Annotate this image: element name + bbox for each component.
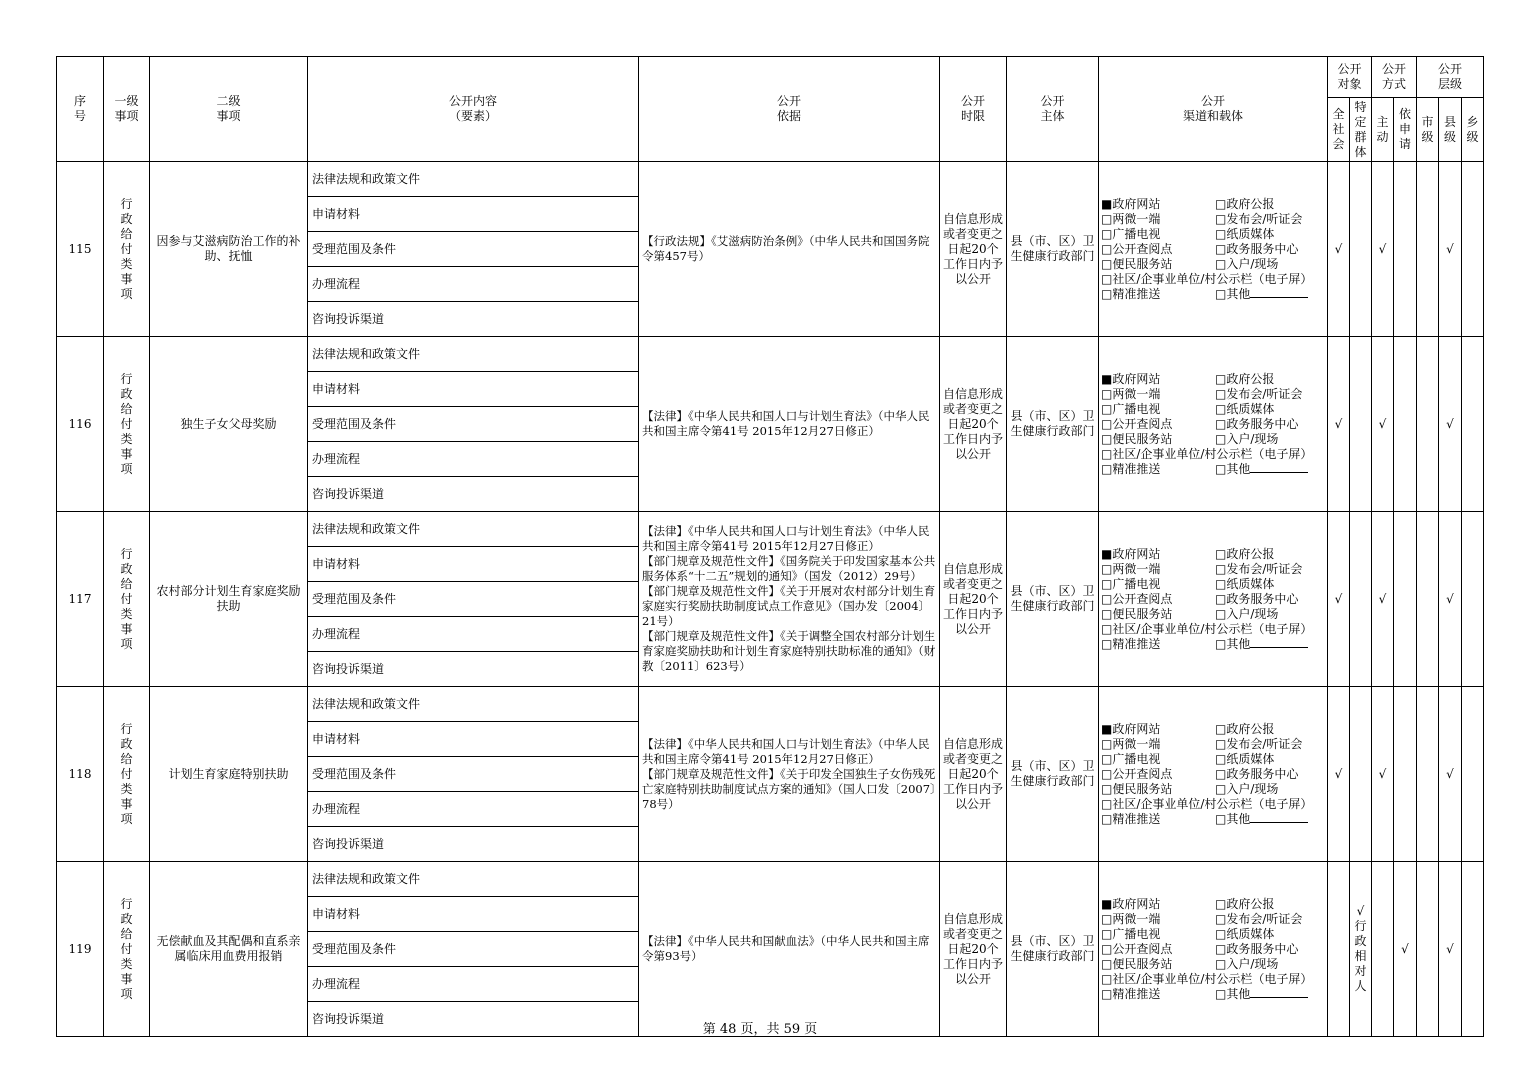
row-subject: 县（市、区）卫生健康行政部门 [1007,162,1099,337]
row-level2: 农村部分计划生育家庭奖励扶助 [150,512,308,687]
channel-gov-site: ■政府网站 [1101,371,1161,386]
check-mark: √ [1334,416,1343,431]
check-mark: √ [1446,941,1454,956]
row-township [1462,687,1484,862]
content-item: 受理范围及条件 [308,407,639,442]
row-basis [639,862,940,1037]
row-channels [1099,337,1328,512]
check-mark: √ [1378,591,1387,606]
row-level1 [104,162,150,337]
channel-community-board: □社区/企事业单位/村公示栏（电子屏） [1101,796,1313,811]
row-subject: 县（市、区）卫生健康行政部门 [1007,687,1099,862]
channel-gov-gazette: □政府公报 [1215,896,1275,911]
header-content: 公开内容 （要素） [308,57,639,162]
row-time: 自信息形成或者变更之日起20个工作日内予以公开 [940,162,1007,337]
basis-entry: 【部门规章及规范性文件】《国务院关于印发国家基本公共服务体系“十二五”规划的通知》（国发（2012）29号） [642,554,936,583]
basis-entry: 【法律】《中华人民共和国人口与计划生育法》（中华人民共和国主席令第41号 2015年12月27日修正） [642,524,930,553]
channel-community-board: □社区/企事业单位/村公示栏（电子屏） [1101,621,1313,636]
row-level1 [104,687,150,862]
content-item: 法律法规和政策文件 [308,337,639,372]
content-item: 咨询投诉渠道 [308,652,639,687]
row-seq: 115 [57,162,104,337]
row-active [1372,162,1394,337]
channel-reading-room: □公开查阅点 [1101,766,1173,781]
row-county [1439,162,1462,337]
content-item: 申请材料 [308,547,639,582]
blank-line [1250,812,1308,823]
header-city: 市级 [1417,98,1439,162]
row-channels [1099,862,1328,1037]
channel-gov-site: ■政府网站 [1101,721,1161,736]
channel-door-to-door: □入户/现场 [1215,781,1279,796]
row-all-society [1328,512,1350,687]
row-basis [639,512,940,687]
row-township [1462,337,1484,512]
basis-entry: 【部门规章及规范性文件】《关于开展对农村部分计划生育家庭实行奖励扶助制度试点工作意见》（国办发〔2004〕21号） [642,584,936,628]
row-all-society [1328,687,1350,862]
row-channels [1099,512,1328,687]
row-on-request [1394,862,1417,1037]
channel-paper-media: □纸质媒体 [1215,401,1275,416]
table-row [57,512,1484,547]
header-channel: 公开 渠道和载体 [1099,57,1328,162]
channel-two-micro: □两微一端 [1101,386,1161,401]
row-level2: 计划生育家庭特别扶助 [150,687,308,862]
level1-text: 行政给付类事项 [120,896,133,1001]
header-level1: 一级事项 [104,57,150,162]
content-item: 受理范围及条件 [308,582,639,617]
content-item: 咨询投诉渠道 [308,477,639,512]
row-time: 自信息形成或者变更之日起20个工作日内予以公开 [940,687,1007,862]
channel-press-conf: □发布会/听证会 [1215,386,1303,401]
channel-gov-gazette: □政府公报 [1215,196,1275,211]
check-mark: √ [1334,241,1343,256]
content-item: 申请材料 [308,372,639,407]
row-all-society [1328,162,1350,337]
header-on-request: 依申请 [1394,98,1417,162]
header-seq: 序号 [57,57,104,162]
content-item: 办理流程 [308,792,639,827]
row-level1 [104,512,150,687]
level1-text: 行政给付类事项 [120,371,133,476]
row-active [1372,512,1394,687]
row-subject: 县（市、区）卫生健康行政部门 [1007,862,1099,1037]
check-mark: √ [1378,241,1387,256]
channel-broadcast-tv: □广播电视 [1101,751,1161,766]
row-time: 自信息形成或者变更之日起20个工作日内予以公开 [940,512,1007,687]
row-subject: 县（市、区）卫生健康行政部门 [1007,337,1099,512]
check-mark: √ [1446,416,1454,431]
disclosure-table [56,56,1484,1037]
level1-text: 行政给付类事项 [120,721,133,826]
row-city [1417,162,1439,337]
check-mark: √ [1378,766,1387,781]
channel-service-center: □政务服务中心 [1215,241,1299,256]
check-mark: √ [1446,591,1454,606]
content-item: 法律法规和政策文件 [308,162,639,197]
check-mark: √行政相对人 [1354,904,1367,993]
channel-paper-media: □纸质媒体 [1215,751,1275,766]
content-item: 法律法规和政策文件 [308,687,639,722]
row-county [1439,687,1462,862]
content-item: 法律法规和政策文件 [308,512,639,547]
content-item: 办理流程 [308,267,639,302]
row-township [1462,512,1484,687]
table-row [57,862,1484,897]
channel-reading-room: □公开查阅点 [1101,941,1173,956]
row-seq: 119 [57,862,104,1037]
header-target-group: 公开对象 [1328,57,1372,98]
channel-service-center: □政务服务中心 [1215,941,1299,956]
channel-gov-site: ■政府网站 [1101,546,1161,561]
row-basis [639,687,940,862]
channel-paper-media: □纸质媒体 [1215,226,1275,241]
header-level-group: 公开层级 [1417,57,1484,98]
blank-line [1250,287,1308,298]
row-county [1439,337,1462,512]
row-time: 自信息形成或者变更之日起20个工作日内予以公开 [940,337,1007,512]
row-all-society [1328,862,1350,1037]
channel-community-board: □社区/企事业单位/村公示栏（电子屏） [1101,971,1313,986]
check-mark: √ [1334,766,1343,781]
row-seq: 116 [57,337,104,512]
row-specific-group [1350,512,1372,687]
row-basis [639,337,940,512]
channel-broadcast-tv: □广播电视 [1101,401,1161,416]
channel-other-label: □其他 [1215,461,1251,476]
channel-precise-push: □精准推送 [1101,986,1161,1001]
row-on-request [1394,512,1417,687]
row-specific-group [1350,162,1372,337]
check-mark: √ [1446,766,1454,781]
row-on-request [1394,162,1417,337]
channel-reading-room: □公开查阅点 [1101,416,1173,431]
channel-press-conf: □发布会/听证会 [1215,911,1303,926]
blank-line [1250,987,1308,998]
table-row [57,687,1484,722]
channel-two-micro: □两微一端 [1101,911,1161,926]
channel-other [1215,637,1328,652]
level1-text: 行政给付类事项 [120,546,133,651]
header-township: 乡级 [1462,98,1484,162]
channel-other-label: □其他 [1215,986,1251,1001]
channel-door-to-door: □入户/现场 [1215,256,1279,271]
header-county: 县级 [1439,98,1462,162]
row-level1 [104,337,150,512]
content-item: 办理流程 [308,967,639,1002]
content-item: 受理范围及条件 [308,932,639,967]
row-all-society [1328,337,1350,512]
table-body [57,162,1484,1037]
channel-grid [1101,722,1325,827]
content-item: 咨询投诉渠道 [308,1002,639,1037]
header-specific-group: 特定群体 [1350,98,1372,162]
channel-convenience-station: □便民服务站 [1101,431,1173,446]
channel-paper-media: □纸质媒体 [1215,576,1275,591]
channel-gov-site: ■政府网站 [1101,196,1161,211]
channel-door-to-door: □入户/现场 [1215,431,1279,446]
channel-grid [1101,372,1325,477]
row-active [1372,337,1394,512]
basis-entry: 【部门规章及规范性文件】《关于印发全国独生子女伤残死亡家庭特别扶助制度试点方案的通知》（国人口发〔2007〕78号） [642,766,936,811]
channel-gov-gazette: □政府公报 [1215,546,1275,561]
channel-precise-push: □精准推送 [1101,461,1161,476]
content-item: 申请材料 [308,897,639,932]
channel-community-board: □社区/企事业单位/村公示栏（电子屏） [1101,446,1313,461]
channel-service-center: □政务服务中心 [1215,591,1299,606]
row-county [1439,862,1462,1037]
row-county [1439,512,1462,687]
row-channels [1099,162,1328,337]
channel-door-to-door: □入户/现场 [1215,956,1279,971]
row-basis [639,162,940,337]
basis-entry: 【部门规章及规范性文件】《关于调整全国农村部分计划生育家庭奖励扶助和计划生育家庭特别扶助标准的通知》（财教〔2011〕623号） [642,629,936,673]
check-mark: √ [1378,416,1387,431]
channel-gov-site: ■政府网站 [1101,896,1161,911]
content-item: 法律法规和政策文件 [308,862,639,897]
channel-precise-push: □精准推送 [1101,636,1161,651]
channel-community-board: □社区/企事业单位/村公示栏（电子屏） [1101,271,1313,286]
channel-convenience-station: □便民服务站 [1101,956,1173,971]
row-subject: 县（市、区）卫生健康行政部门 [1007,512,1099,687]
channel-grid [1101,897,1325,1002]
row-level1 [104,862,150,1037]
content-item: 受理范围及条件 [308,232,639,267]
channel-reading-room: □公开查阅点 [1101,591,1173,606]
content-item: 咨询投诉渠道 [308,302,639,337]
row-active [1372,687,1394,862]
check-mark: √ [1401,941,1409,956]
channel-paper-media: □纸质媒体 [1215,926,1275,941]
content-item: 申请材料 [308,722,639,757]
channel-other-label: □其他 [1215,636,1251,651]
basis-entry: 【行政法规】《艾滋病防治条例》（中华人民共和国国务院令第457号） [642,234,930,263]
row-specific-group [1350,862,1372,1037]
basis-entry: 【法律】《中华人民共和国人口与计划生育法》（中华人民共和国主席令第41号 2015年12月27日修正） [642,409,930,438]
row-on-request [1394,687,1417,862]
check-mark: √ [1446,241,1454,256]
table-row [57,162,1484,197]
row-specific-group [1350,337,1372,512]
row-specific-group [1350,687,1372,862]
channel-service-center: □政务服务中心 [1215,416,1299,431]
channel-other [1215,287,1328,302]
blank-line [1250,637,1308,648]
row-city [1417,512,1439,687]
channel-press-conf: □发布会/听证会 [1215,736,1303,751]
check-mark: √ [1334,591,1343,606]
row-city [1417,337,1439,512]
blank-line [1250,462,1308,473]
row-level2: 无偿献血及其配偶和直系亲属临床用血费用报销 [150,862,308,1037]
channel-reading-room: □公开查阅点 [1101,241,1173,256]
channel-broadcast-tv: □广播电视 [1101,576,1161,591]
content-item: 申请材料 [308,197,639,232]
channel-gov-gazette: □政府公报 [1215,371,1275,386]
row-township [1462,862,1484,1037]
channel-two-micro: □两微一端 [1101,561,1161,576]
channel-precise-push: □精准推送 [1101,286,1161,301]
channel-service-center: □政务服务中心 [1215,766,1299,781]
row-city [1417,862,1439,1037]
channel-other [1215,812,1328,827]
row-channels [1099,687,1328,862]
channel-broadcast-tv: □广播电视 [1101,226,1161,241]
channel-two-micro: □两微一端 [1101,211,1161,226]
channel-grid [1101,547,1325,652]
header-level2: 二级 事项 [150,57,308,162]
row-level2: 独生子女父母奖励 [150,337,308,512]
header-time: 公开 时限 [940,57,1007,162]
channel-grid [1101,197,1325,302]
channel-broadcast-tv: □广播电视 [1101,926,1161,941]
row-active [1372,862,1394,1037]
page-footer: 第 48 页，共 59 页 [702,1022,818,1037]
channel-door-to-door: □入户/现场 [1215,606,1279,621]
header-basis: 公开 依据 [639,57,940,162]
channel-other-label: □其他 [1215,811,1251,826]
header-all-society: 全社会 [1328,98,1350,162]
channel-press-conf: □发布会/听证会 [1215,211,1303,226]
level1-text: 行政给付类事项 [120,196,133,301]
content-item: 咨询投诉渠道 [308,827,639,862]
channel-press-conf: □发布会/听证会 [1215,561,1303,576]
channel-other-label: □其他 [1215,286,1251,301]
table-row [57,337,1484,372]
header-active: 主动 [1372,98,1394,162]
header-subject: 公开 主体 [1007,57,1099,162]
basis-entry: 【法律】《中华人民共和国献血法》（中华人民共和国主席令第93号） [642,934,930,963]
content-item: 办理流程 [308,442,639,477]
row-level2: 因参与艾滋病防治工作的补助、抚恤 [150,162,308,337]
header-method-group: 公开方式 [1372,57,1417,98]
row-seq: 118 [57,687,104,862]
channel-precise-push: □精准推送 [1101,811,1161,826]
basis-entry: 【法律】《中华人民共和国人口与计划生育法》（中华人民共和国主席令第41号 2015年12月27日修正） [642,736,930,766]
channel-two-micro: □两微一端 [1101,736,1161,751]
row-city [1417,687,1439,862]
row-on-request [1394,337,1417,512]
channel-convenience-station: □便民服务站 [1101,781,1173,796]
row-township [1462,162,1484,337]
content-item: 办理流程 [308,617,639,652]
content-item: 受理范围及条件 [308,757,639,792]
channel-other [1215,462,1328,477]
channel-gov-gazette: □政府公报 [1215,721,1275,736]
channel-convenience-station: □便民服务站 [1101,606,1173,621]
row-seq: 117 [57,512,104,687]
channel-convenience-station: □便民服务站 [1101,256,1173,271]
row-time: 自信息形成或者变更之日起20个工作日内予以公开 [940,862,1007,1037]
channel-other [1215,987,1328,1002]
